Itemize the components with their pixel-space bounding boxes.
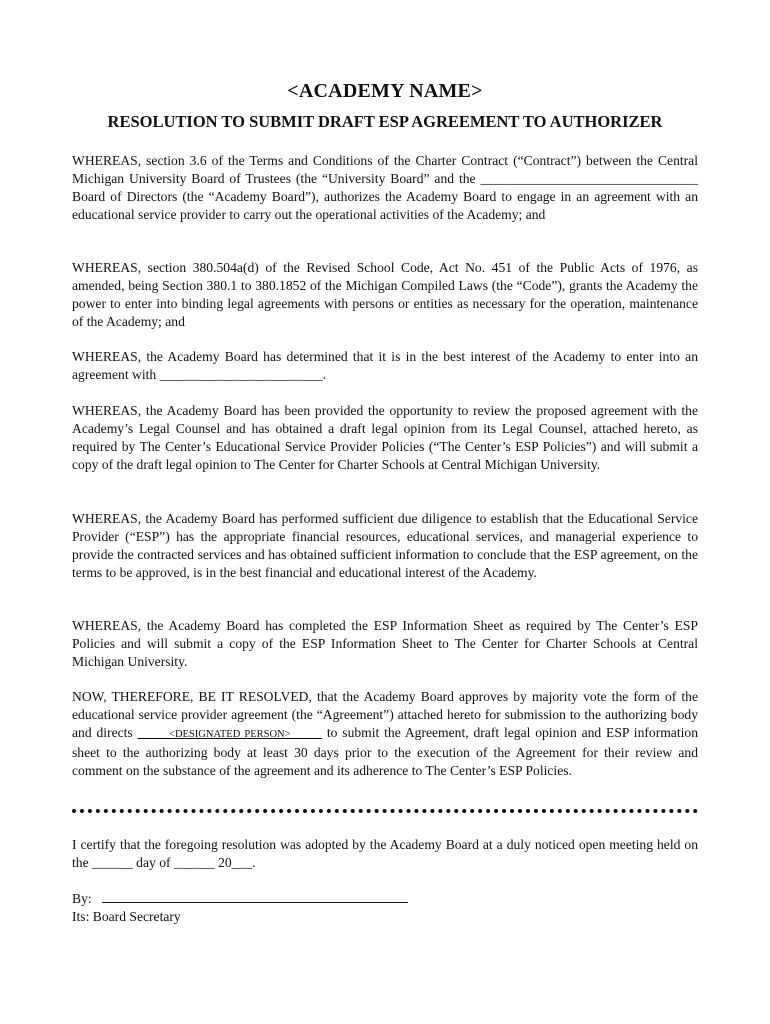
document-title: <ACADEMY NAME>: [287, 80, 483, 102]
by-line: [72, 890, 408, 908]
p3-text-a: WHEREAS, the Academy Board has determined that it is in the best interest of the Academy to enter into an agreement with: [72, 349, 698, 382]
dotted-divider: [72, 809, 698, 813]
whereas-paragraph-2: WHEREAS, section 380.504a(d) of the Revised School Code, Act No. 451 of the Public Acts of 1976, as amended, being Section 380.1 to 380.1852 of the Michigan Compiled Laws (the “Code”), grants the Academy the power to enter into binding legal agreements with persons or entities as necessary for the operation, maintenance of the Academy; and: [72, 260, 698, 329]
p3-blank[interactable]: ________________________: [159, 367, 323, 382]
p7-text-b: to submit the Agreement, draft legal opinion and ESP information sheet to the authorizing body at least 30 days prior to the execution of the Agreement for their review and comment on the substance of the agreement and its adherence to The Center’s ESP Policies.: [72, 725, 698, 778]
signature-block: [72, 890, 408, 926]
whereas-paragraph-5: WHEREAS, the Academy Board has performed sufficient due diligence to establish that the Educational Service Provider (“ESP”) has the appropriate financial resources, educational services, and managerial experience to provide the contracted services and has obtained sufficient information to conclude that the ESP agreement, on the terms to be approved, is in the best financial and educational interest of the Academy.: [72, 511, 698, 580]
p3-text-b: .: [322, 367, 327, 382]
p1-text-b: Board of Directors (the “Academy Board”), authorizes the Academy Board to engage in an agreement with an educational service provider to carry out the operational activities of the Academy; and: [72, 189, 698, 222]
p1-text-a: WHEREAS, section 3.6 of the Terms and Conditions of the Charter Contract (“Contract”) between the Central Michigan University Board of Trustees (the “University Board” and the: [72, 153, 698, 186]
designated-person-blank[interactable]: ______<DESIGNATED PERSON>______: [137, 729, 323, 740]
its-label: Its: Board Secretary: [72, 909, 181, 924]
whereas-paragraph-4: WHEREAS, the Academy Board has been provided the opportunity to review the proposed agreement with the Academy’s Legal Counsel and has obtained a draft legal opinion from its Legal Counsel, attached hereto, as required by The Center’s Educational Service Provider Policies (“The Center’s ESP Policies”) and will submit a copy of the draft legal opinion to The Center for Charter Schools at Central Michigan University.: [72, 403, 698, 472]
whereas-paragraph-1: [72, 152, 698, 224]
resolved-paragraph: [72, 688, 698, 780]
certification-paragraph: I certify that the foregoing resolution was adopted by the Academy Board at a duly noticed open meeting held on the ______ day of ______ 20___.: [72, 837, 698, 870]
p1-blank[interactable]: ________________________________: [480, 171, 698, 186]
document-subtitle: RESOLUTION TO SUBMIT DRAFT ESP AGREEMENT TO AUTHORIZER: [107, 112, 663, 131]
whereas-paragraph-6: WHEREAS, the Academy Board has completed the ESP Information Sheet as required by The Center’s ESP Policies and will submit a copy of the ESP Information Sheet to The Center for Charter Schools at Central Michigan University.: [72, 618, 698, 669]
p7-text-a: NOW, THEREFORE, BE IT RESOLVED, that the Academy Board approves by majority vote the form of the educational service provider agreement (the “Agreement”) attached hereto for submission to the authorizing body and directs: [72, 689, 698, 740]
signature-line[interactable]: [102, 890, 408, 903]
whereas-paragraph-3: [72, 348, 698, 384]
by-label: By:: [72, 891, 92, 906]
